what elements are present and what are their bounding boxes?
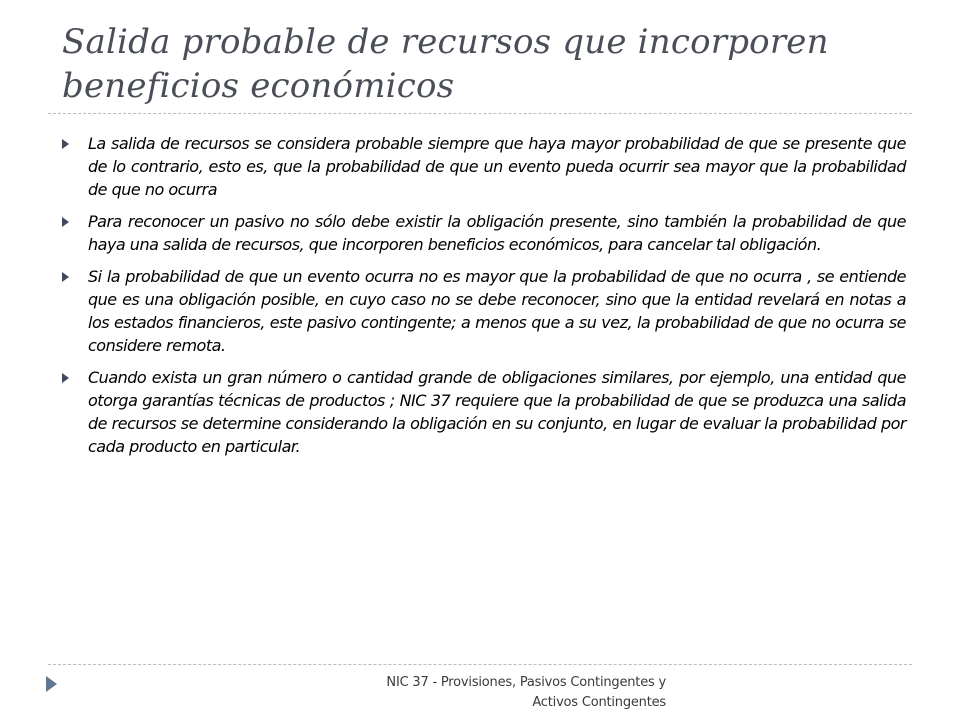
title-divider xyxy=(48,113,912,114)
slide-title: Salida probable de recursos que incorporen beneficios económicos xyxy=(62,22,829,106)
footer-line-1: NIC 37 - Provisiones, Pasivos Contingentes y xyxy=(386,675,666,690)
triangle-right-icon xyxy=(62,217,69,227)
triangle-right-icon xyxy=(62,139,69,149)
triangle-right-icon xyxy=(62,373,69,383)
bullet-text: Cuando exista un gran número o cantidad grande de obligaciones similares, por ejemplo, una entidad que otorga garantías técnicas de productos ; NIC 37 requiere que la probabilidad de que se produzca una salida de recursos se determine considerando la obligación en su conjunto, en lugar de evaluar la probabilidad por cada producto en particular. xyxy=(88,368,906,456)
triangle-right-icon xyxy=(62,272,69,282)
footer-line-2: Activos Contingentes xyxy=(532,695,666,710)
bullet-text: La salida de recursos se considera probable siempre que haya mayor probabilidad de que se presente que de lo contrario, esto es, que la probabilidad de que un evento pueda ocurrir sea mayor que la probabilidad de que no ocurra xyxy=(88,134,906,199)
triangle-right-icon xyxy=(46,676,57,692)
bullet-text: Para reconocer un pasivo no sólo debe existir la obligación presente, sino también la probabilidad de que haya una salida de recursos, que incorporen beneficios económicos, para cancelar tal obligación. xyxy=(88,212,906,254)
bullet-item xyxy=(60,210,906,256)
bullet-text: Si la probabilidad de que un evento ocurra no es mayor que la probabilidad de que no ocurra , se entiende que es una obligación posible, en cuyo caso no se debe reconocer, sino que la entidad revelará en notas a los estados financieros, este pasivo contingente; a menos que a su vez, la probabilidad de que no ocurra se considere remota. xyxy=(88,267,906,355)
footer-caption xyxy=(300,673,666,713)
bullet-item xyxy=(60,132,906,201)
footer-divider xyxy=(48,664,912,665)
bullet-item xyxy=(60,366,906,458)
bullet-item xyxy=(60,265,906,357)
bullet-list xyxy=(60,132,906,467)
